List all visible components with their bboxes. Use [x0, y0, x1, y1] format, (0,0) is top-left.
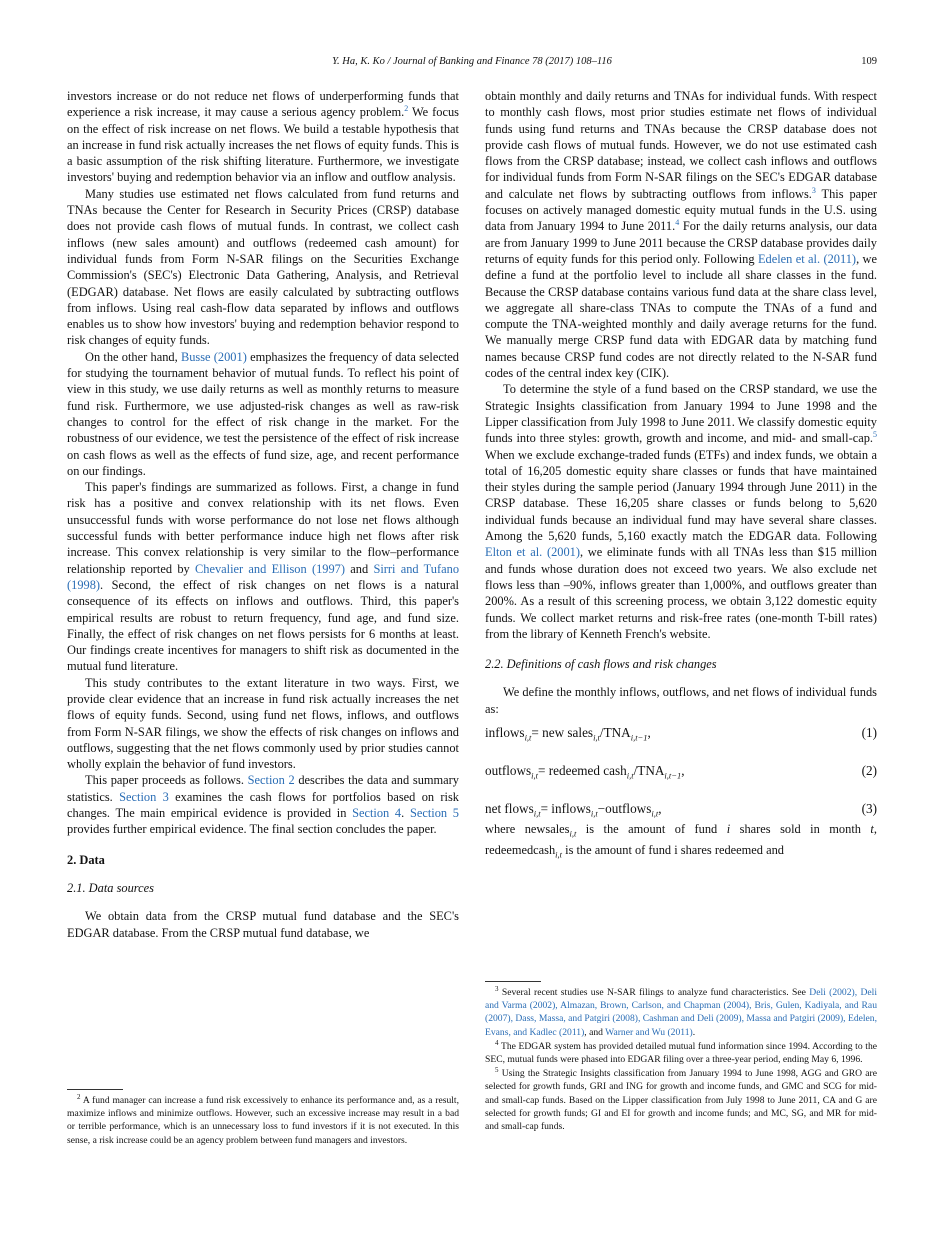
citation-link[interactable]: Chevalier and Ellison (1997)	[194, 561, 345, 576]
equation-number: (2)	[861, 762, 877, 778]
section-link[interactable]: Section 3	[119, 789, 169, 804]
equation-number: (1)	[861, 724, 877, 740]
footnote-link[interactable]: 4	[675, 218, 680, 228]
footnotes-right	[485, 986, 877, 1134]
running-header	[67, 56, 877, 72]
paragraph: investors increase or do not reduce net flows of underperforming funds that experience a risk increase, it may cause a serious agency problem.$^2$ We focus on the effect of risk increase on net flows. We build a testable hypothesis that an increase in fund risk actually increases the net flows of equity funds. This is a basic assumption of the risk shifting literature. Furthermore, we investigate investors' buying and redemption behavior via an inflow and outflow analysis.	[67, 89, 459, 185]
footnote-rule	[485, 981, 541, 982]
paragraph: On the other hand, Busse (2001) emphasizes the frequency of data selected for studying the tournament behavior of mutual funds. To reflect his point of view in this study, we use daily returns as well as monthly returns to measure fund risk. Furthermore, we use adjusted-risk changes as well as raw-risk changes to control for the effect of risk change in the market. For the robustness of our evidence, we test the persistence of the effect of risk increase on cash flows as well as the effects of fund size, age, and recent performance on our findings.	[67, 349, 459, 478]
paragraph: This study contributes to the extant literature in two ways. First, we provide clear evidence that an increase in fund risk actually increases the net flows of equity funds. Second, using fund net flows, inflows, and outflows from Form N-SAR filings, we show the effects of risk changes on inflows and outflows, suggesting that the net flows commonly used by prior studies cannot wholly explain the behavior of fund investors.	[67, 675, 459, 772]
paragraph: This paper's findings are summarized as follows. First, a change in fund risk has a positive and convex relationship with its net flows. Even unsuccessful funds with worse performance do not lose net flows although successful funds with better performance induce high net flows after risk increase. This convex relationship is very similar to the flow–performance relationship reported by Chevalier and Ellison (1997) and Sirri and Tufano (1998). Second, the effect of risk changes on net flows is a natural consequence of its effects on inflows and outflows. Third, this paper's empirical results are robust to return frequency, fund age, and fund size. Finally, the effect of risk changes on net flows persists for 6 months at least. Our findings create incentives for managers to shift risk as documented in the mutual fund literature.	[67, 480, 460, 674]
section-link[interactable]: Section 2	[247, 773, 295, 788]
citation-link[interactable]: Edelen et al. (2011)	[757, 251, 857, 266]
paragraph: Many studies use estimated net flows calculated from fund returns and TNAs because the Center for Research in Security Prices (CRSP) database does not provide cash flows of mutual funds. In contrast, we collect cash inflows (new sales amount) and outflows (redeemed cash amount) for individual funds from Form N-SAR filings on the Securities Exchange Commission's (SEC's) Electronic Data Gathering, Analysis, and Retrieval (EDGAR) database. Net flows are easily calculated by subtracting outflows from inflows. Using real cash-flow data separated by inflows and outflows enables us to show how investors' buying and redemption behavior respond to risk changes of equity funds.	[67, 186, 459, 348]
footnote-4: $^4$ The EDGAR system has provided detailed mutual fund information since 1994. According to the SEC, mutual funds were phased into EDGAR filing over a three-year period, ending May 6, 1996.	[485, 1038, 877, 1066]
equation-number: (3)	[861, 800, 877, 816]
footnote-link[interactable]: 3	[811, 185, 816, 195]
journal-citation: Y. Ha, K. Ko / Journal of Banking and Finance 78 (2017) 108–116	[332, 56, 612, 67]
section-heading: 2. Data	[67, 852, 105, 867]
equation-1: inflows$_{i,t}$= new $sales_{i,t}/TNA_{i,t-1}$, (1)	[485, 724, 877, 743]
section-link[interactable]: Section 4	[352, 806, 402, 821]
citation-link[interactable]: Warner and Wu (2011)	[605, 1026, 693, 1038]
footnote-5: $^5$ Using the Strategic Insights classification from January 1994 to June 1998, AGG and GRO are selected for growth funds, GRI and ING for growth and income funds, and GMC and SCG for mid- and small-cap funds. Based on the Lipper classification from July 1998 to June 2011, CA and G are selected for growth funds; GI and EI for growth and income funds; and MC, SG, and MR for mid- and small-cap funds.	[485, 1066, 877, 1133]
footnote-rule	[67, 1089, 123, 1090]
subsection-heading: 2.1. Data sources	[67, 880, 154, 895]
equation-2: outflows$_{i,t}$= redeemed $cash_{i,t}/TNA_{i,t-1}$, (2)	[485, 762, 877, 781]
right-column	[485, 88, 877, 863]
paragraph: obtain monthly and daily returns and TNAs for individual funds. With respect to monthly cash flows, most prior studies estimate net flows of individual funds using fund returns and TNAs because the CRSP database does not provide cash flows of mutual funds. However, we do not use estimated cash flows from the CRSP database; instead, we collect cash inflows and outflows for individual funds from Form N-SAR filings on the SEC's EDGAR database and calculate net flows by subtracting outflows from inflows.$^3$ This paper focuses on actively managed domestic equity mutual funds in the U.S. using data from January 1994 to June 2011.$^4$ For the daily returns analysis, our data are from January 1999 to June 2011 because the CRSP database provides daily returns of equity funds for this period only. Following Edelen et al. (2011), we define a fund at the portfolio level to include all share classes in the fund. Because the CRSP database contains various fund data at the share class level, we aggregate all share-class TNAs to compute the TNAs of a fund and compute the TNA-weighted monthly and daily average returns for the fund. We manually merge CRSP fund data with EDGAR data by matching fund names because CRSP fund codes are not directly related to the N-SAR fund codes of the central index key (CIK).	[485, 89, 877, 381]
paragraph: We obtain data from the CRSP mutual fund database and the SEC's EDGAR database. From the CRSP mutual fund database, we	[67, 909, 459, 940]
equation-3: net flows$_{i,t}$= inflows$_{i,t}$−outflows$_{i,t}$, (3)	[485, 800, 877, 819]
footnote-3: $^3$ Several recent studies use N-SAR filings to analyze fund characteristics. See Deli (2002), Deli and Varma (2002), Almazan, Brown, Carlson, and Chapman (2004), Bris, Gulen, Kadiyala, and Rau (2007), Dass, Massa, and Patgiri (2008), Cashman and Deli (2009), Massa and Patgiri (2009), Edelen, Evans, and Kadlec (2011), and Warner and Wu (2011).	[485, 984, 878, 1038]
paragraph: To determine the style of a fund based on the CRSP standard, we use the Strategic Insights classification from January 1994 to June 1998 and the Lipper classification from July 1998 to June 2011. We classify domestic equity funds into three styles: growth, growth and income, and mid- and small-cap.$^5$ When we exclude exchange-traded funds (ETFs) and index funds, we obtain a total of 16,205 domestic equity share classes or funds that have maintained their styles during the sample period (January 1994 through June 2011) in the CRSP database. These 16,205 share classes or funds belong to 5,620 individual funds because an individual fund may have several share classes. Among the 5,620 funds, 5,160 exactly match the EDGAR data. Following Elton et al. (2001), we eliminate funds with all TNAs less than $15 million and funds whose duration does not exceed two years. We also exclude net flows less than –90%, inflows greater than 1,000%, and outflows greater than 200%. As a result of this screening process, we obtain 3,122 domestic equity funds. We collect market returns and risk-free rates (one-month T-bill rates) from the library of Kenneth French's website.	[485, 382, 878, 641]
citation-link[interactable]: Elton et al. (2001)	[485, 545, 580, 560]
citation-link[interactable]: Deli (2002), Deli and Varma (2002), Almazan, Brown, Carlson, and Chapman (2004), Bris, Gulen, Kadiyala, and Rau (2007), Dass, Massa, and Patgiri (2008), Cashman and Deli (2009), Massa and Patgiri (2009), Edelen, Evans, and Kadlec (2011)	[485, 987, 878, 1038]
citation-link[interactable]: Sirri and Tufano (1998)	[67, 561, 460, 592]
paragraph: This paper proceeds as follows. Section 2 describes the data and summary statistics. Section 3 examines the cash flows for portfolios based on risk changes. The main empirical evidence is provided in Section 4. Section 5 provides further empirical evidence. The final section concludes the paper.	[67, 773, 459, 837]
page-number: 109	[861, 56, 877, 67]
footnote-link[interactable]: 5	[873, 430, 877, 440]
footnote-2: $^2$ A fund manager can increase a fund risk excessively to enhance its performance and, as a result, maximize inflows and minimize outflows. However, such an excessive increase may result in a bad or terrible performance, which is an unnecessary loss to fund investors if it is not executed. In this sense, a risk increase could be an agency problem between fund managers and investors.	[67, 1092, 459, 1146]
left-column	[67, 88, 459, 941]
section-link[interactable]: Section 5	[409, 806, 459, 821]
subsection-heading: 2.2. Definitions of cash flows and risk changes	[485, 657, 717, 672]
paragraph: where newsales$_{i,t}$ is the amount of fund i shares sold in month t, redeemedcash$_{i,t}$ is the amount of fund i shares redeemed and	[485, 821, 877, 860]
citation-link[interactable]: Busse (2001)	[180, 349, 247, 364]
footnote-link[interactable]: 2	[404, 104, 409, 114]
paragraph: We define the monthly inflows, outflows, and net flows of individual funds as:	[485, 685, 877, 716]
